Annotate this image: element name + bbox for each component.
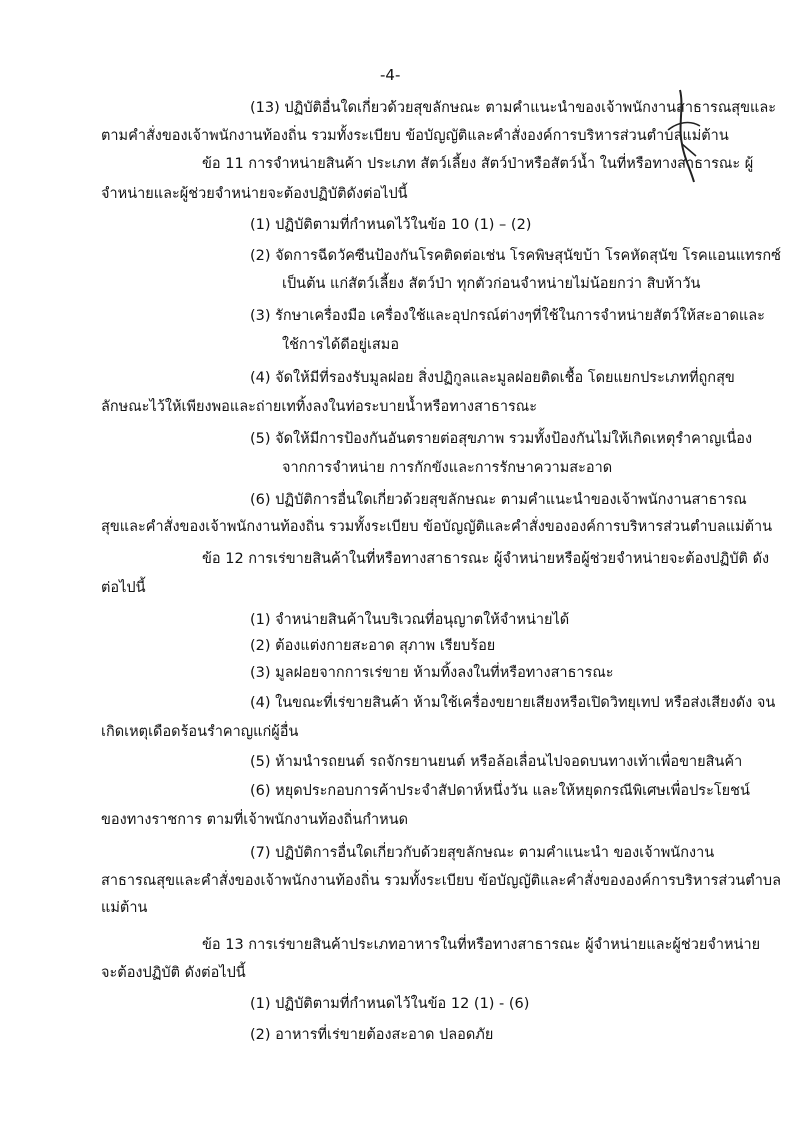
text-line: จำหน่ายและผู้ช่วยจำหน่ายจะต้องปฏิบัติดังต่อไปนี้ <box>101 186 408 202</box>
text-line: (13) ปฏิบัติอื่นใดเกี่ยวด้วยสุขลักษณะ ตามคำแนะนำของเจ้าพนักงานสาธารณสุขและ <box>250 100 777 116</box>
text-line: ต่อไปนี้ <box>101 580 146 596</box>
list-item: (1) ปฏิบัติตามที่กำหนดไว้ในข้อ 10 (1) – (2) <box>250 217 532 233</box>
text-line: แม่ต้าน <box>101 900 148 916</box>
text-line: สาธารณสุขและคำสั่งของเจ้าพนักงานท้องถิ่น รวมทั้งระเบียบ ข้อบัญญัติและคำสั่งขององค์การบริหารส่วนตำบล <box>101 873 781 889</box>
text-line: สุขและคำสั่งของเจ้าพนักงานท้องถิ่น รวมทั้งระเบียบ ข้อบัญญัติและคำสั่งขององค์การบริหารส่วนตำบลแม่ต้าน <box>101 519 773 535</box>
list-item: (6) ปฏิบัติการอื่นใดเกี่ยวด้วยสุขลักษณะ ตามคำแนะนำของเจ้าพนักงานสาธารณ <box>250 492 747 508</box>
text-line: เกิดเหตุเดือดร้อนรำคาญแก่ผู้อื่น <box>101 724 299 740</box>
list-item: (2) อาหารที่เร่ขายต้องสะอาด ปลอดภัย <box>250 1027 494 1043</box>
list-item: (4) จัดให้มีที่รองรับมูลฝอย สิ่งปฏิกูลและมูลฝอยติดเชื้อ โดยแยกประเภทที่ถูกสุข <box>250 370 735 386</box>
text-line: ลักษณะไว้ให้เพียงพอและถ่ายเททิ้งลงในท่อระบายน้ำหรือทางสาธารณะ <box>101 399 538 415</box>
text-line: เป็นต้น แก่สัตว์เลี้ยง สัตว์ป่า ทุกตัวก่อนจำหน่ายไม่น้อยกว่า สิบห้าวัน <box>282 276 701 292</box>
text-line: ของทางราชการ ตามที่เจ้าพนักงานท้องถิ่นกำหนด <box>101 812 409 828</box>
list-item: (7) ปฏิบัติการอื่นใดเกี่ยวกับด้วยสุขลักษณะ ตามคำแนะนำ ของเจ้าพนักงาน <box>250 845 715 861</box>
section-heading-13: ข้อ 13 การเร่ขายสินค้าประเภทอาหารในที่หรือทางสาธารณะ ผู้จำหน่ายและผู้ช่วยจำหน่าย <box>202 937 761 953</box>
list-item: (2) ต้องแต่งกายสะอาด สุภาพ เรียบร้อย <box>250 638 496 654</box>
text-line: จะต้องปฏิบัติ ดังต่อไปนี้ <box>101 965 246 981</box>
section-heading-11: ข้อ 11 การจำหน่ายสินค้า ประเภท สัตว์เลี้ยง สัตว์ป่าหรือสัตว์น้ำ ในที่หรือทางสาธารณะ ผู้ <box>202 156 754 172</box>
text-line: ตามคำสั่งของเจ้าพนักงานท้องถิ่น รวมทั้งระเบียบ ข้อบัญญัติและคำสั่งองค์การบริหารส่วนตำบลแม่ต้าน <box>101 128 729 144</box>
handwritten-signature-mark <box>660 86 710 196</box>
text-line: จากการจำหน่าย การกักขังและการรักษาความสะอาด <box>282 460 613 476</box>
list-item: (2) จัดการฉีดวัคซีนป้องกันโรคติดต่อเช่น โรคพิษสุนัขบ้า โรคหัดสุนัข โรคแอนแทรกซ์ <box>250 248 782 264</box>
list-item: (1) จำหน่ายสินค้าในบริเวณที่อนุญาตให้จำหน่ายได้ <box>250 612 570 628</box>
list-item: (6) หยุดประกอบการค้าประจำสัปดาห์หนึ่งวัน และให้หยุดกรณีพิเศษเพื่อประโยชน์ <box>250 783 750 799</box>
list-item: (3) มูลฝอยจากการเร่ขาย ห้ามทิ้งลงในที่หรือทางสาธารณะ <box>250 665 614 681</box>
text-line: ใช้การได้ดีอยู่เสมอ <box>282 337 400 353</box>
section-heading-12: ข้อ 12 การเร่ขายสินค้าในที่หรือทางสาธารณะ ผู้จำหน่ายหรือผู้ช่วยจำหน่ายจะต้องปฏิบัติ ดัง <box>202 551 770 567</box>
page-number: -4- <box>380 66 401 84</box>
list-item: (5) จัดให้มีการป้องกันอันตรายต่อสุขภาพ รวมทั้งป้องกันไม่ให้เกิดเหตุรำคาญเนื่อง <box>250 431 753 447</box>
list-item: (4) ในขณะที่เร่ขายสินค้า ห้ามใช้เครื่องขยายเสียงหรือเปิดวิทยุเทป หรือส่งเสียงดัง จน <box>250 695 776 711</box>
list-item: (5) ห้ามนำรถยนต์ รถจักรยานยนต์ หรือล้อเลื่อนไปจอดบนทางเท้าเพื่อขายสินค้า <box>250 754 743 770</box>
list-item: (1) ปฏิบัติตามที่กำหนดไว้ในข้อ 12 (1) - (6) <box>250 996 530 1012</box>
list-item: (3) รักษาเครื่องมือ เครื่องใช้และอุปกรณ์ต่างๆที่ใช้ในการจำหน่ายสัตว์ให้สะอาดและ <box>250 308 765 324</box>
